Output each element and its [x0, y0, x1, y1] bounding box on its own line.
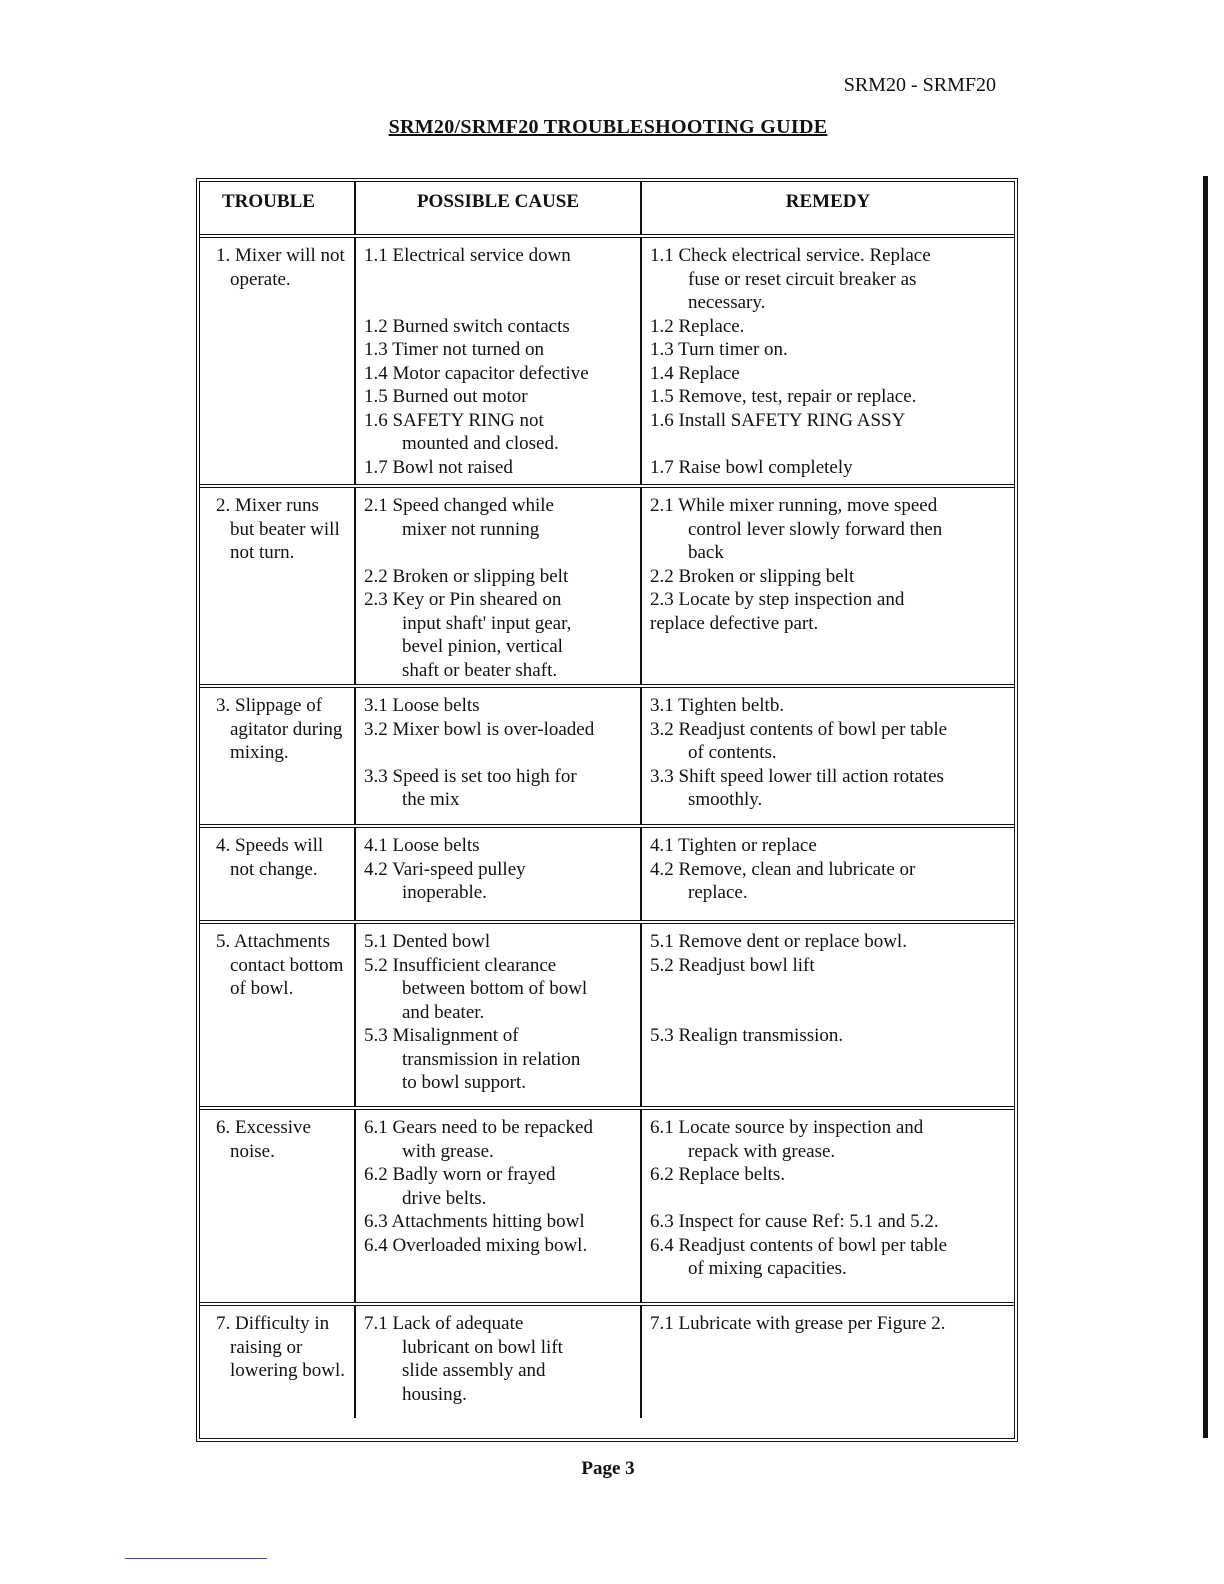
cause-line: 5.3 Misalignment of	[364, 1025, 519, 1046]
cause-line: mixer not running	[402, 518, 540, 540]
trouble-cell	[200, 488, 356, 684]
remedy-line: smoothly.	[688, 789, 763, 810]
cause-line: slide assembly and	[402, 1360, 546, 1381]
cause-line: 2.3 Key or Pin sheared on	[364, 589, 562, 610]
cause-line: mounted and closed.	[402, 433, 559, 454]
cause-line: 4.1 Loose belts	[364, 835, 480, 856]
table-row	[200, 234, 1014, 484]
remedy-line: 2.1 While mixer running, move speed	[650, 495, 938, 516]
remedy-line: 4.1 Tighten or replace	[650, 835, 817, 856]
remedy-line: 1.4 Replace	[650, 362, 740, 384]
remedy-line: 5.2 Readjust bowl lift	[650, 954, 815, 976]
footnote-rule	[125, 1558, 267, 1559]
cause-cell	[356, 924, 642, 1106]
remedy-line: of mixing capacities.	[688, 1258, 847, 1279]
remedy-line: 6.1 Locate source by inspection and	[650, 1117, 924, 1138]
table-row	[200, 484, 1014, 684]
remedy-cell	[642, 1306, 1014, 1418]
remedy-line: 4.2 Remove, clean and lubricate or	[650, 858, 916, 880]
cause-line: 5.2 Insufficient clearance	[364, 954, 557, 976]
document-id: SRM20 - SRMF20	[843, 74, 996, 96]
table-row	[200, 684, 1014, 824]
cause-line: 1.5 Burned out motor	[364, 386, 528, 407]
cause-line: 6.1 Gears need to be repacked	[364, 1117, 593, 1138]
remedy-line: 3.2 Readjust contents of bowl per table	[650, 718, 948, 740]
cause-line: 3.2 Mixer bowl is over-loaded	[364, 718, 595, 740]
cause-line: shaft or beater shaft.	[402, 659, 558, 681]
cause-line: input shaft' input gear,	[402, 612, 572, 634]
cause-line: lubricant on bowl lift	[402, 1336, 563, 1358]
remedy-cell	[642, 1110, 1014, 1302]
remedy-cell	[642, 688, 1014, 824]
remedy-line	[650, 977, 1006, 1001]
remedy-line: 5.3 Realign transmission.	[650, 1025, 844, 1046]
trouble-cell	[200, 828, 356, 920]
cause-line: inoperable.	[402, 882, 487, 903]
cause-line: 1.6 SAFETY RING not	[364, 409, 544, 431]
cause-line: 6.4 Overloaded mixing bowl.	[364, 1234, 588, 1256]
table-grid	[200, 182, 1014, 1438]
remedy-line: 5.1 Remove dent or replace bowl.	[650, 931, 907, 952]
cause-line: the mix	[402, 789, 460, 810]
cause-line: drive belts.	[402, 1187, 487, 1209]
table-row	[200, 1302, 1014, 1418]
cause-line: to bowl support.	[402, 1072, 527, 1093]
remedy-line	[650, 1187, 1006, 1211]
cause-line: 6.3 Attachments hitting bowl	[364, 1211, 585, 1232]
remedy-line: 1.3 Turn timer on.	[650, 339, 788, 360]
trouble-text: 6. Excessive noise.	[216, 1117, 311, 1162]
table-row	[200, 824, 1014, 920]
remedy-cell	[642, 488, 1014, 684]
remedy-line: necessary.	[688, 292, 766, 313]
trouble-text: 3. Slippage of agitator during mixing.	[216, 695, 343, 763]
cause-line: 3.3 Speed is set too high for	[364, 765, 577, 787]
cause-line: 1.2 Burned switch contacts	[364, 315, 570, 337]
cause-line: 1.7 Bowl not raised	[364, 456, 513, 478]
remedy-line: 1.5 Remove, test, repair or replace.	[650, 386, 917, 407]
table-row	[200, 920, 1014, 1106]
remedy-line: control lever slowly forward then	[688, 518, 943, 540]
remedy-cell	[642, 238, 1014, 484]
cause-cell	[356, 238, 642, 484]
remedy-line: 1.1 Check electrical service. Replace	[650, 245, 931, 266]
scan-edge-line	[1203, 176, 1208, 1438]
trouble-text: 4. Speeds will not change.	[216, 835, 324, 880]
trouble-text: 1. Mixer will not operate.	[216, 245, 345, 290]
header-remedy: REMEDY	[785, 191, 871, 212]
cause-line: 3.1 Loose belts	[364, 695, 480, 716]
cause-line	[364, 741, 632, 765]
header-possible-cause: POSSIBLE CAUSE	[356, 182, 642, 234]
trouble-text: 5. Attachments contact bottom of bowl.	[216, 931, 344, 999]
cause-line: 1.4 Motor capacitor defective	[364, 362, 589, 384]
remedy-line: 2.2 Broken or slipping belt	[650, 565, 855, 587]
cause-cell	[356, 688, 642, 824]
cause-line: and beater.	[402, 1001, 485, 1023]
cause-line: housing.	[402, 1383, 467, 1405]
remedy-line: back	[688, 542, 724, 563]
cause-line	[364, 268, 632, 292]
cause-line: 2.1 Speed changed while	[364, 495, 554, 516]
page-number: Page 3	[581, 1458, 635, 1479]
remedy-line	[650, 432, 1006, 456]
remedy-line: 1.6 Install SAFETY RING ASSY	[650, 409, 906, 431]
trouble-cell	[200, 688, 356, 824]
cause-line: 2.2 Broken or slipping belt	[364, 565, 569, 587]
trouble-text: 7. Difficulty in raising or lowering bowl.	[216, 1313, 346, 1381]
remedy-line: 6.4 Readjust contents of bowl per table	[650, 1234, 948, 1256]
cause-line: 5.1 Dented bowl	[364, 931, 491, 952]
table-header-row	[200, 182, 1014, 234]
remedy-cell	[642, 828, 1014, 920]
cause-line: transmission in relation	[402, 1048, 581, 1070]
remedy-line: replace.	[688, 882, 748, 903]
remedy-line: 6.2 Replace belts.	[650, 1164, 786, 1185]
trouble-text: 2. Mixer runs but beater will not turn.	[216, 495, 340, 563]
remedy-line: 1.2 Replace.	[650, 315, 745, 337]
remedy-line: repack with grease.	[688, 1140, 836, 1162]
cause-line: bevel pinion, vertical	[402, 636, 563, 657]
remedy-line: 3.3 Shift speed lower till action rotates	[650, 765, 944, 787]
remedy-line: 3.1 Tighten beltb.	[650, 695, 785, 716]
trouble-cell	[200, 238, 356, 484]
remedy-line: 6.3 Inspect for cause Ref: 5.1 and 5.2.	[650, 1211, 939, 1232]
cause-cell	[356, 1306, 642, 1418]
remedy-line: 2.3 Locate by step inspection and	[650, 589, 905, 610]
remedy-line: 7.1 Lubricate with grease per Figure 2.	[650, 1313, 946, 1334]
remedy-line: 1.7 Raise bowl completely	[650, 456, 853, 478]
trouble-cell	[200, 1306, 356, 1418]
cause-cell	[356, 488, 642, 684]
table-row	[200, 1106, 1014, 1302]
cause-line: 1.1 Electrical service down	[364, 245, 571, 266]
cause-line: 7.1 Lack of adequate	[364, 1313, 524, 1334]
cause-line: between bottom of bowl	[402, 978, 588, 999]
remedy-line: of contents.	[688, 742, 777, 763]
cause-cell	[356, 828, 642, 920]
cause-line: 1.3 Timer not turned on	[364, 339, 544, 360]
cause-line	[364, 541, 632, 565]
cause-cell	[356, 1110, 642, 1302]
remedy-line: fuse or reset circuit breaker as	[688, 268, 917, 290]
header-trouble: TROUBLE	[200, 182, 356, 234]
trouble-cell	[200, 1110, 356, 1302]
page-title: SRM20/SRMF20 TROUBLESHOOTING GUIDE	[388, 116, 828, 138]
troubleshooting-table	[196, 178, 1018, 1442]
remedy-line: replace defective part.	[650, 612, 819, 634]
cause-line	[364, 291, 632, 315]
remedy-cell	[642, 924, 1014, 1106]
cause-line: 6.2 Badly worn or frayed	[364, 1164, 556, 1185]
trouble-cell	[200, 924, 356, 1106]
cause-line: 4.2 Vari-speed pulley	[364, 858, 526, 880]
remedy-line	[650, 1001, 1006, 1025]
cause-line: with grease.	[402, 1140, 494, 1162]
